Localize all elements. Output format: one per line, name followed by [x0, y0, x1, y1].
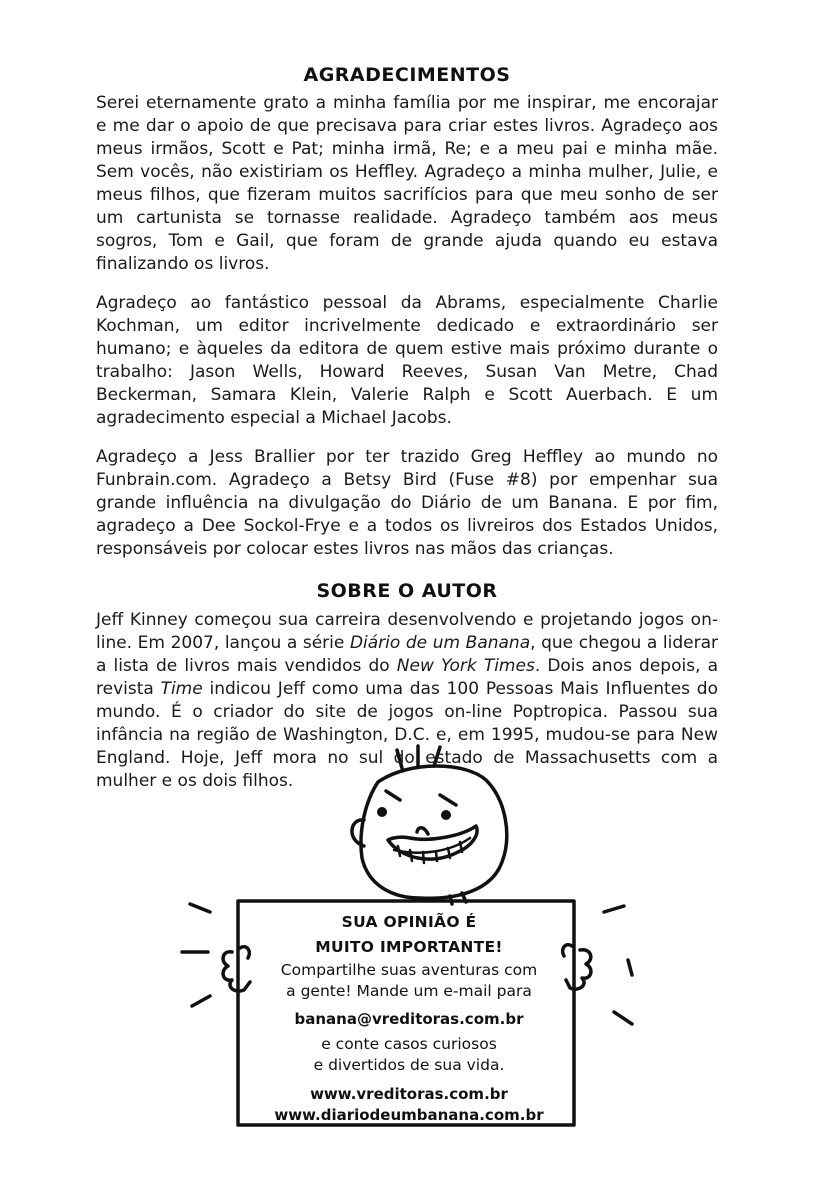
acknowledgements-heading: AGRADECIMENTOS	[303, 64, 511, 86]
sign-text-line-2: a gente! Mande um e-mail para	[286, 982, 532, 1000]
series-title: Diário de um Banana	[349, 633, 531, 653]
acknowledgements-paragraph-1: Serei eternamente grato a minha família por me inspirar, me encorajar e me dar o apoio de que precisava para criar estes livros. Agradeço aos meus irmãos, Scott e Pat; minha irmã, Re; e a meu pai e minha mãe. Sem vocês, não existiriam os Heffley. Agradeço a minha mulher, Julie, e meus filhos, que fizeram muitos sacrifícios para que meu sonho de ser um cartunista se tornasse realidade. Agradeço também aos meus sogros, Tom e Gail, que foram de grande ajuda quando eu estava finalizando os livros.	[96, 93, 718, 274]
website-diariodeumbanana: www.diariodeumbanana.com.br	[274, 1106, 544, 1124]
sign-text-line-1: Compartilhe suas aventuras com	[280, 961, 538, 979]
contact-email: banana@vreditoras.com.br	[294, 1010, 524, 1028]
about-text-4: indicou Jeff como uma das 100 Pessoas Mais Influentes do mundo. É o criador do site de jogos on-line Poptropica. Passou sua infância na região de Washington, D.C. e, em 1995, mudou-se para New England. Hoje, Jeff mora no sul do estado de Massachusetts com a mulher e os dois filhos.	[96, 679, 718, 791]
about-author-heading: SOBRE O AUTOR	[316, 580, 498, 602]
sign-text-line-3: e conte casos curiosos	[321, 1035, 497, 1053]
sign-text-line-4: e divertidos de sua vida.	[313, 1056, 505, 1074]
sign-title-line-1: SUA OPINIÃO É	[341, 913, 477, 931]
feedback-sign	[244, 902, 574, 1126]
about-text-1: Jeff Kinney começou sua carreira desenvolvendo e projetando jogos on-line. Em 2007, lançou a série	[96, 610, 718, 653]
website-vreditoras: www.vreditoras.com.br	[310, 1085, 508, 1103]
acknowledgements-paragraph-2: Agradeço ao fantástico pessoal da Abrams, especialmente Charlie Kochman, um editor incrivelmente dedicado e extraordinário ser humano; e àqueles da editora de quem estive mais próximo durante o trabalho: Jason Wells, Howard Reeves, Susan Van Metre, Chad Beckerman, Samara Klein, Valerie Ralph e Scott Auerbach. E um agradecimento especial a Michael Jacobs.	[96, 293, 718, 428]
right-eye	[441, 810, 451, 820]
about-author-paragraph	[96, 609, 718, 793]
acknowledgements-paragraph-3: Agradeço a Jess Brallier por ter trazido Greg Heffley ao mundo no Funbrain.com. Agradeço a Betsy Bird (Fuse #8) por empenhar sua grande influência na divulgação do Diário de um Banana. E por fim, agradeço a Dee Sockol-Frye e a todos os livreiros dos Estados Unidos, responsáveis por colocar estes livros nas mãos das crianças.	[96, 447, 718, 559]
about-text-3: . Dois anos depois, a revista	[96, 656, 718, 699]
about-text-2: , que chegou a liderar a lista de livros mais vendidos do	[96, 633, 718, 676]
sign-title-line-2: MUITO IMPORTANTE!	[315, 938, 503, 956]
newspaper-title: New York Times	[396, 656, 535, 676]
page-content	[96, 62, 718, 793]
left-eye	[377, 807, 387, 817]
magazine-title: Time	[160, 679, 203, 699]
